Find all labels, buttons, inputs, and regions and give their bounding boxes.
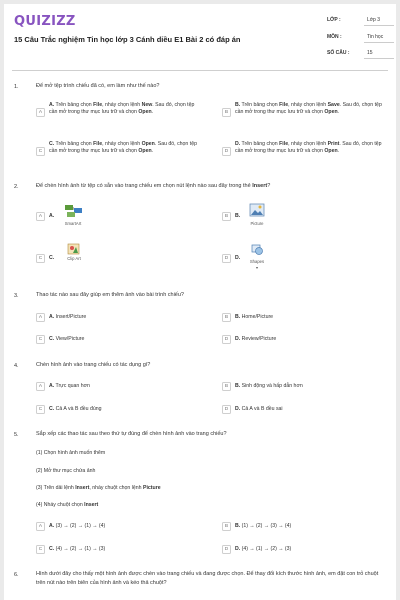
q5-option-a[interactable]: A. (3) → (2) → (1) → (4) [49,523,106,529]
question-text: Chèn hình ảnh vào trang chiếu có tác dụng gì? [36,362,151,368]
option-box-c[interactable]: C [36,545,45,554]
option-box-b[interactable]: B [222,522,231,531]
question-text: Sắp xếp các thao tác sau theo thứ tự đúng để chèn hình ảnh vào trang chiếu? [36,431,227,437]
option-box-b[interactable]: B [222,382,231,391]
q5-option-d[interactable]: D. (4) → (1) → (2) → (3) [235,546,292,552]
option-caption: Picture [250,221,264,226]
header-divider [12,70,388,71]
step-item: (1) Chọn hình ảnh muốn thêm [36,450,106,456]
q5-option-c[interactable]: C. (4) → (2) → (1) → (3) [49,546,106,552]
option-letter: D. [235,255,241,261]
q3-option-b[interactable]: B. Home/Picture [235,314,274,320]
option-caption: Shapes [249,259,265,264]
option-box-c[interactable]: C [36,147,45,156]
q4-option-b[interactable]: B. Sinh động và hấp dẫn hơn [235,383,303,389]
meta-class-label: LỚP : [327,17,341,23]
question-number: 4. [14,363,19,369]
meta-count-label: SỐ CÂU : [327,50,350,56]
option-letter: B. [235,213,241,219]
option-caption: Clip Art [67,256,81,261]
meta-subject-label: MÔN : [327,34,342,40]
meta-class-value: Lớp 3 [367,17,381,23]
question-number: 2. [14,184,19,190]
q3-option-c[interactable]: C. View/Picture [49,336,85,342]
meta-subject-value: Tin học [367,34,384,40]
option-box-c[interactable]: C [36,405,45,414]
option-box-d[interactable]: D [222,545,231,554]
q3-option-a[interactable]: A. Insert/Picture [49,314,87,320]
q4-option-d[interactable]: D. Cả A và B đều sai [235,406,283,412]
option-box-c[interactable]: C [36,254,45,263]
question-number: 5. [14,432,19,438]
q5-option-b[interactable]: B. (1) → (2) → (3) → (4) [235,523,292,529]
option-box-d[interactable]: D [222,254,231,263]
chevron-down-icon: ▾ [255,265,258,270]
question-number: 6. [14,572,19,578]
option-letter: A. [49,213,55,219]
q1-option-b[interactable]: B. Trên bảng chọn File, nháy chọn lệnh Save. Sau đó, chọn tệp cần mở trong thư mục lưu trữ và chọn Open. [235,102,382,115]
question-text: Để chèn hình ảnh từ tệp có sẵn vào trang chiếu em chọn nút lệnh nào sau đây trong thẻ Insert? [36,183,271,189]
option-box-b[interactable]: B [222,212,231,221]
option-box-d[interactable]: D [222,335,231,344]
q1-option-c[interactable]: C. Trên bảng chọn File, nháy chọn lệnh Open. Sau đó, chọn tệp cần mở trong thư mục lưu trữ và chọn Open. [49,141,197,154]
meta-count-value: 15 [367,50,373,56]
question-text: Hình dưới đây cho thấy một hình ảnh được chèn vào trang chiếu và đang được chọn. Để thay đổi kích thước hình ảnh, em đặt con trỏ chuột trên nút nào trên biên của hình ảnh và kéo thả chuột? [36,571,379,586]
quizizz-logo: QUIZIZZ [14,14,76,29]
step-item: (3) Trên dải lệnh Insert, nháy chuột chọn lệnh Picture [36,485,161,491]
question-text: Để mở tệp trình chiếu đã có, em làm như thế nào? [36,83,160,89]
option-box-a[interactable]: A [36,212,45,221]
option-box-a[interactable]: A [36,522,45,531]
worksheet-title: 15 Câu Trắc nghiệm Tin học lớp 3 Cánh diều E1 Bài 2 có đáp án [14,35,241,44]
step-item: (2) Mở thư mục chứa ảnh [36,468,96,474]
q4-option-a[interactable]: A. Trực quan hơn [49,383,90,389]
option-box-b[interactable]: B [222,313,231,322]
option-box-a[interactable]: A [36,108,45,117]
option-box-c[interactable]: C [36,335,45,344]
option-box-a[interactable]: A [36,313,45,322]
option-letter: C. [49,255,55,261]
option-box-d[interactable]: D [222,147,231,156]
option-caption: SmartArt [64,221,82,226]
option-box-a[interactable]: A [36,382,45,391]
worksheet-page [4,4,396,600]
q1-option-d[interactable]: D. Trên bảng chọn File, nháy chọn lệnh Print. Sau đó, chọn tệp cần mở trong thư mục lưu trữ và chọn Open. [235,141,382,154]
question-number: 1. [14,84,19,90]
q4-option-c[interactable]: C. Cả A và B đều đúng [49,406,102,412]
q1-option-a[interactable]: A. Trên bảng chọn File, nháy chọn lệnh New. Sau đó, chọn tệp cần mở trong thư mục lưu trữ và chọn Open. [49,102,195,115]
option-box-d[interactable]: D [222,405,231,414]
question-text: Thao tác nào sau đây giúp em thêm ảnh vào bài trình chiếu? [36,292,184,298]
step-item: (4) Nháy chuột chọn Insert [36,502,99,508]
q3-option-d[interactable]: D. Review/Picture [235,336,277,342]
question-number: 3. [14,293,19,299]
option-box-b[interactable]: B [222,108,231,117]
